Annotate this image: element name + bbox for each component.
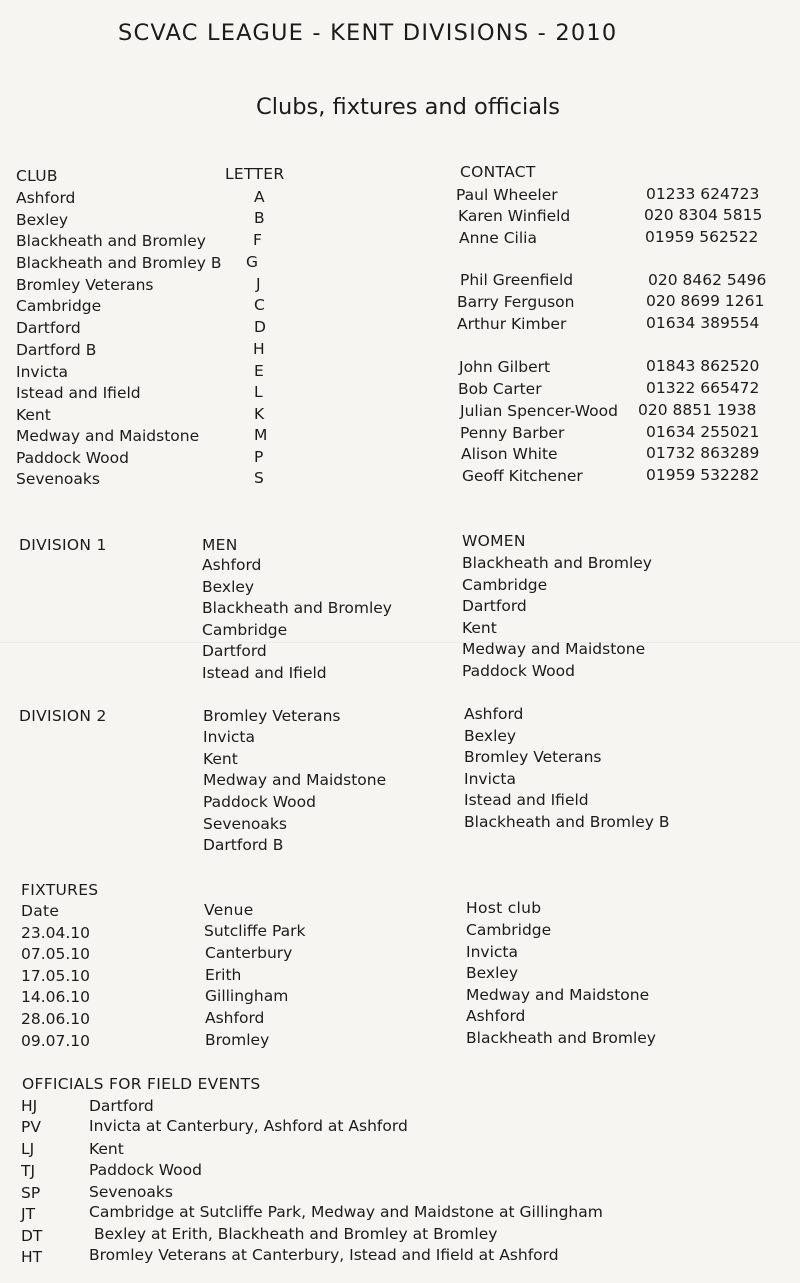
contact-phone: 01634 389554 — [646, 314, 760, 332]
club-letter: G — [246, 253, 259, 271]
division-1-label: DIVISION 1 — [19, 536, 107, 554]
club-name: Dartford B — [16, 341, 97, 359]
division-2-women-team: Bromley Veterans — [464, 748, 602, 766]
official-clubs: Paddock Wood — [89, 1161, 202, 1179]
division-2-women-team: Invicta — [464, 770, 516, 788]
club-letter: A — [254, 188, 265, 206]
fixture-host: Ashford — [466, 1007, 526, 1025]
official-event: HJ — [21, 1097, 38, 1115]
club-column-header: CLUB — [16, 167, 58, 185]
fixture-host: Cambridge — [466, 921, 552, 939]
division-2-men-team: Kent — [203, 750, 238, 768]
fixtures-venue-header: Venue — [204, 901, 254, 919]
division-1-women-team: Dartford — [462, 597, 527, 615]
contact-name: Penny Barber — [460, 424, 565, 442]
division-1-men-team: Cambridge — [202, 621, 288, 639]
fixtures-heading: FIXTURES — [21, 881, 99, 899]
division-2-women-team: Ashford — [464, 705, 524, 723]
club-name: Invicta — [16, 363, 68, 381]
club-letter: S — [254, 469, 264, 487]
fixtures-date-header: Date — [21, 902, 60, 920]
club-name: Cambridge — [16, 297, 102, 315]
fixture-host: Medway and Maidstone — [466, 986, 650, 1004]
division-2-women-team: Bexley — [464, 727, 517, 745]
division-1-women-team: Paddock Wood — [462, 662, 575, 680]
fixture-venue: Gillingham — [205, 987, 289, 1005]
contact-name: Alison White — [461, 445, 558, 463]
fixture-host: Bexley — [466, 964, 519, 982]
contact-phone: 01233 624723 — [646, 185, 760, 203]
fixture-venue: Erith — [205, 966, 242, 984]
fixture-date: 23.04.10 — [21, 924, 91, 942]
official-clubs: Dartford — [89, 1097, 154, 1115]
club-name: Bexley — [16, 211, 69, 229]
division-2-men-team: Dartford B — [203, 836, 284, 854]
fixtures-host-header: Host club — [466, 899, 542, 917]
division-2-men-team: Bromley Veterans — [203, 707, 341, 725]
contact-phone: 01634 255021 — [646, 423, 760, 441]
division-1-men-team: Istead and Ifield — [202, 664, 327, 682]
division-2-women-team: Blackheath and Bromley B — [464, 813, 670, 831]
division-1-women-team: Cambridge — [462, 576, 548, 594]
club-name: Blackheath and Bromley B — [16, 254, 222, 272]
division-1-men-team: Ashford — [202, 556, 262, 574]
fixture-host: Blackheath and Bromley — [466, 1029, 656, 1047]
contact-name: Anne Cilia — [459, 229, 537, 247]
official-event: LJ — [21, 1140, 35, 1158]
fixture-date: 09.07.10 — [21, 1032, 91, 1050]
contact-name: Geoff Kitchener — [462, 467, 583, 485]
club-name: Sevenoaks — [16, 470, 100, 488]
division-2-men-team: Invicta — [203, 728, 255, 746]
official-clubs: Bexley at Erith, Blackheath and Bromley at Bromley — [94, 1225, 498, 1243]
division-1-men-team: Blackheath and Bromley — [202, 599, 392, 617]
club-letter: F — [253, 231, 262, 249]
contact-name: Karen Winfield — [458, 207, 571, 225]
club-letter: C — [254, 296, 265, 314]
men-column-header: MEN — [202, 536, 238, 554]
fixture-date: 28.06.10 — [21, 1010, 91, 1028]
club-letter: P — [254, 448, 264, 466]
contact-phone: 01843 862520 — [646, 357, 760, 375]
club-name: Ashford — [16, 189, 76, 207]
division-2-men-team: Sevenoaks — [203, 815, 287, 833]
club-name: Paddock Wood — [16, 449, 129, 467]
official-clubs: Cambridge at Sutcliffe Park, Medway and Maidstone at Gillingham — [89, 1203, 603, 1221]
contact-name: Bob Carter — [458, 380, 542, 398]
club-name: Medway and Maidstone — [16, 427, 200, 445]
letter-column-header: LETTER — [225, 165, 285, 183]
contact-phone: 01732 863289 — [646, 444, 760, 462]
contact-name: Phil Greenfield — [460, 271, 574, 289]
contact-phone: 01959 532282 — [646, 466, 760, 484]
page-subtitle: Clubs, fixtures and officials — [256, 94, 560, 120]
official-clubs: Kent — [89, 1140, 124, 1158]
division-2-label: DIVISION 2 — [19, 707, 107, 725]
club-letter: B — [254, 209, 265, 227]
contact-name: Arthur Kimber — [457, 315, 567, 333]
club-name: Istead and Ifield — [16, 384, 141, 402]
division-2-men-team: Medway and Maidstone — [203, 771, 387, 789]
women-column-header: WOMEN — [462, 532, 526, 550]
contact-name: John Gilbert — [459, 358, 551, 376]
fixture-date: 14.06.10 — [21, 988, 91, 1006]
club-letter: D — [254, 318, 266, 336]
division-1-women-team: Blackheath and Bromley — [462, 554, 652, 572]
contact-name: Paul Wheeler — [456, 186, 558, 204]
official-event: SP — [21, 1184, 41, 1202]
page-title: SCVAC LEAGUE - KENT DIVISIONS - 2010 — [118, 20, 618, 46]
fixture-venue: Ashford — [205, 1009, 265, 1027]
contact-phone: 020 8699 1261 — [646, 292, 765, 310]
contact-column-header: CONTACT — [460, 163, 536, 181]
club-name: Dartford — [16, 319, 81, 337]
contact-name: Julian Spencer-Wood — [460, 402, 618, 420]
contact-phone: 020 8851 1938 — [638, 401, 757, 419]
fixture-date: 17.05.10 — [21, 967, 91, 985]
club-letter: L — [254, 383, 263, 401]
division-1-men-team: Bexley — [202, 578, 255, 596]
club-letter: K — [254, 405, 265, 423]
official-event: PV — [21, 1118, 41, 1136]
official-event: HT — [21, 1248, 43, 1266]
fixture-venue: Bromley — [205, 1031, 270, 1049]
fixture-date: 07.05.10 — [21, 945, 91, 963]
division-2-women-team: Istead and Ifield — [464, 791, 589, 809]
club-letter: J — [256, 275, 261, 293]
club-letter: H — [253, 340, 265, 358]
official-clubs: Bromley Veterans at Canterbury, Istead and Ifield at Ashford — [89, 1246, 559, 1264]
division-1-men-team: Dartford — [202, 642, 267, 660]
contact-phone: 01322 665472 — [646, 379, 760, 397]
division-1-women-team: Medway and Maidstone — [462, 640, 646, 658]
official-event: TJ — [21, 1162, 36, 1180]
official-event: JT — [21, 1205, 36, 1223]
contact-name: Barry Ferguson — [457, 293, 575, 311]
club-name: Blackheath and Bromley — [16, 232, 206, 250]
official-clubs: Invicta at Canterbury, Ashford at Ashford — [89, 1117, 408, 1135]
club-letter: E — [254, 362, 264, 380]
fixture-host: Invicta — [466, 943, 518, 961]
club-letter: M — [254, 426, 268, 444]
contact-phone: 020 8462 5496 — [648, 271, 767, 289]
club-name: Bromley Veterans — [16, 276, 154, 294]
division-1-women-team: Kent — [462, 619, 497, 637]
fixture-venue: Canterbury — [205, 944, 293, 962]
paper-fold-line — [0, 642, 800, 643]
contact-phone: 01959 562522 — [645, 228, 759, 246]
club-name: Kent — [16, 406, 51, 424]
division-2-men-team: Paddock Wood — [203, 793, 316, 811]
fixture-venue: Sutcliffe Park — [204, 922, 306, 940]
contact-phone: 020 8304 5815 — [644, 206, 763, 224]
official-event: DT — [21, 1227, 43, 1245]
official-clubs: Sevenoaks — [89, 1183, 173, 1201]
officials-heading: OFFICIALS FOR FIELD EVENTS — [22, 1075, 261, 1093]
